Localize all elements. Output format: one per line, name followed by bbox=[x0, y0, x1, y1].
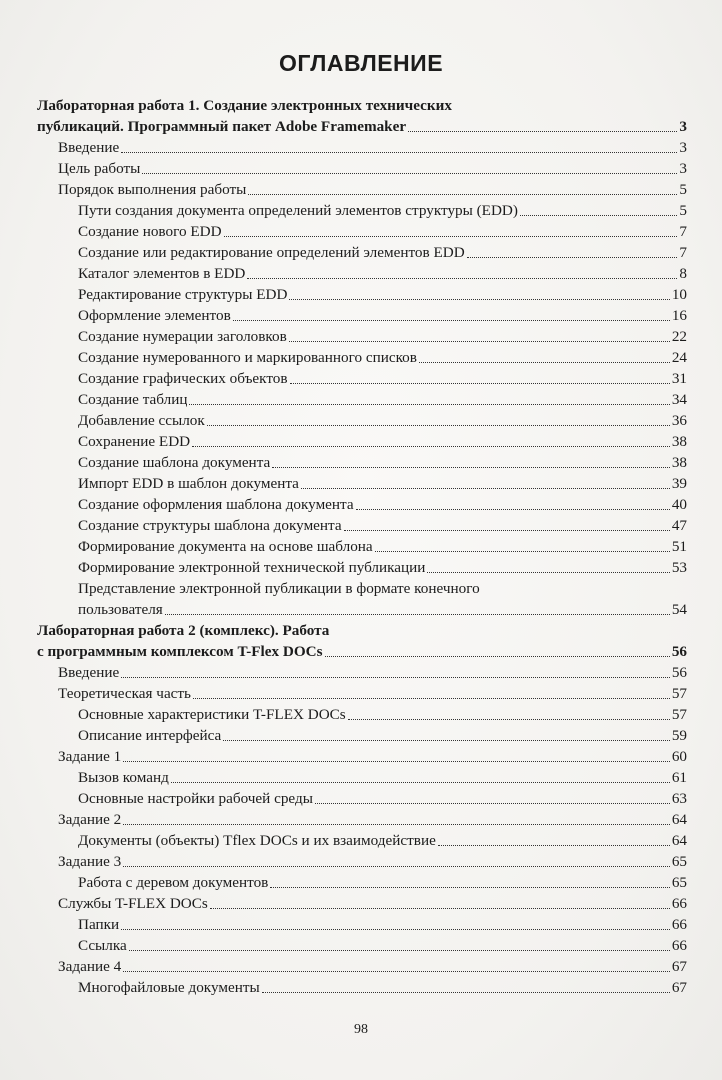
page-number: 31 bbox=[671, 370, 687, 387]
dot-leader bbox=[193, 698, 670, 699]
page-number: 5 bbox=[679, 181, 687, 198]
page-number: 5 bbox=[679, 202, 687, 219]
dot-leader bbox=[356, 509, 670, 510]
toc-entry-label: Формирование электронной технической публикации bbox=[78, 559, 426, 576]
dot-leader bbox=[290, 383, 670, 384]
toc-entry-label: Вызов команд bbox=[78, 769, 169, 786]
toc-entry bbox=[37, 347, 687, 368]
dot-leader bbox=[315, 803, 670, 804]
toc-entry-label: Создание графических объектов bbox=[78, 370, 288, 387]
toc-entry-label: Введение bbox=[58, 664, 120, 681]
toc-entry bbox=[37, 368, 687, 389]
dot-leader bbox=[224, 236, 678, 237]
page-number: 64 bbox=[671, 832, 687, 849]
toc-entry bbox=[37, 683, 687, 704]
toc-entry bbox=[37, 116, 687, 137]
page-number: 67 bbox=[671, 979, 687, 996]
dot-leader bbox=[171, 782, 670, 783]
dot-leader bbox=[121, 677, 670, 678]
toc-entry-label: Папки bbox=[78, 916, 120, 933]
toc-entry bbox=[37, 242, 687, 263]
page-number: 40 bbox=[671, 496, 687, 513]
toc-entry-label: Цель работы bbox=[58, 160, 141, 177]
toc-entry bbox=[37, 305, 687, 326]
page-number: 16 bbox=[671, 307, 687, 324]
toc-entry-label: Ссылка bbox=[78, 937, 127, 954]
toc-section-lab1 bbox=[37, 95, 687, 137]
dot-leader bbox=[301, 488, 670, 489]
toc-list-lab2 bbox=[37, 662, 687, 998]
page-number: 53 bbox=[671, 559, 687, 576]
toc-entry bbox=[37, 410, 687, 431]
toc-entry bbox=[37, 767, 687, 788]
toc-entry bbox=[37, 725, 687, 746]
toc-entry-multiline bbox=[37, 578, 687, 620]
toc-entry-label: Сохранение EDD bbox=[78, 433, 191, 450]
toc-entry bbox=[37, 704, 687, 725]
dot-leader bbox=[165, 614, 670, 615]
toc-entry-label: Создание нумерации заголовков bbox=[78, 328, 287, 345]
toc-entry bbox=[37, 641, 687, 662]
toc-entry-label: Теоретическая часть bbox=[58, 685, 191, 702]
page-number: 38 bbox=[671, 454, 687, 471]
page-number: 63 bbox=[671, 790, 687, 807]
table-of-contents bbox=[37, 95, 687, 998]
dot-leader bbox=[427, 572, 669, 573]
page-number: 56 bbox=[671, 643, 687, 660]
dot-leader bbox=[375, 551, 670, 552]
toc-entry bbox=[37, 830, 687, 851]
toc-entry bbox=[37, 662, 687, 683]
toc-entry bbox=[37, 137, 687, 158]
toc-entry bbox=[37, 914, 687, 935]
page-number: 66 bbox=[671, 895, 687, 912]
toc-entry bbox=[37, 200, 687, 221]
dot-leader bbox=[123, 824, 670, 825]
toc-entry-label: Создание оформления шаблона документа bbox=[78, 496, 354, 513]
page-number: 24 bbox=[671, 349, 687, 366]
toc-entry bbox=[37, 956, 687, 977]
dot-leader bbox=[189, 404, 669, 405]
page-number: 54 bbox=[671, 601, 687, 618]
toc-entry bbox=[37, 473, 687, 494]
toc-entry bbox=[37, 221, 687, 242]
page-number: 65 bbox=[671, 853, 687, 870]
toc-entry bbox=[37, 326, 687, 347]
toc-entry-label: Введение bbox=[58, 139, 120, 156]
page-number: 51 bbox=[671, 538, 687, 555]
toc-entry bbox=[37, 494, 687, 515]
page-number: 7 bbox=[679, 244, 687, 261]
toc-heading-line: Лабораторная работа 1. Создание электронных технических bbox=[37, 97, 453, 114]
dot-leader bbox=[419, 362, 670, 363]
dot-leader bbox=[348, 719, 670, 720]
page-number: 66 bbox=[671, 916, 687, 933]
toc-entry bbox=[37, 746, 687, 767]
toc-entry-label: Создание таблиц bbox=[78, 391, 188, 408]
toc-entry-label: Задание 4 bbox=[58, 958, 122, 975]
page-number: 3 bbox=[679, 118, 687, 135]
dot-leader bbox=[129, 950, 670, 951]
dot-leader bbox=[233, 320, 670, 321]
toc-entry-label: Документы (объекты) Tflex DOCs и их взаимодействие bbox=[78, 832, 436, 849]
toc-list-lab1 bbox=[37, 137, 687, 578]
page-number: 57 bbox=[671, 706, 687, 723]
page-number: 59 bbox=[671, 727, 687, 744]
toc-entry-label: Создание или редактирование определений элементов EDD bbox=[78, 244, 465, 261]
dot-leader bbox=[272, 467, 670, 468]
dot-leader bbox=[192, 446, 670, 447]
page-number: 3 bbox=[679, 160, 687, 177]
toc-entry-label: Оформление элементов bbox=[78, 307, 231, 324]
toc-entry bbox=[37, 851, 687, 872]
page-number: 8 bbox=[679, 265, 687, 282]
toc-entry bbox=[37, 263, 687, 284]
page-number: 56 bbox=[671, 664, 687, 681]
page-number: 10 bbox=[671, 286, 687, 303]
toc-entry-label: Формирование документа на основе шаблона bbox=[78, 538, 373, 555]
toc-entry-label: Задание 3 bbox=[58, 853, 122, 870]
dot-leader bbox=[247, 278, 677, 279]
page-number: 3 bbox=[679, 139, 687, 156]
toc-entry bbox=[37, 809, 687, 830]
toc-entry bbox=[37, 536, 687, 557]
dot-leader bbox=[289, 299, 669, 300]
toc-entry bbox=[37, 452, 687, 473]
toc-entry-label: Службы T-FLEX DOCs bbox=[58, 895, 208, 912]
page-folio: 98 bbox=[354, 1022, 368, 1037]
page-number: 7 bbox=[679, 223, 687, 240]
toc-entry bbox=[37, 515, 687, 536]
dot-leader bbox=[408, 131, 677, 132]
toc-entry-label: Многофайловые документы bbox=[78, 979, 260, 996]
toc-entry-label: Каталог элементов в EDD bbox=[78, 265, 246, 282]
toc-entry bbox=[37, 179, 687, 200]
toc-entry bbox=[37, 389, 687, 410]
toc-heading-line: с программным комплексом T-Flex DOCs bbox=[37, 643, 323, 660]
toc-entry-label: Создание нового EDD bbox=[78, 223, 222, 240]
toc-entry bbox=[37, 788, 687, 809]
page-number: 38 bbox=[671, 433, 687, 450]
toc-entry bbox=[37, 599, 687, 620]
toc-entry bbox=[37, 977, 687, 998]
toc-entry-label: Создание структуры шаблона документа bbox=[78, 517, 342, 534]
dot-leader bbox=[210, 908, 670, 909]
toc-entry-label: Создание нумерованного и маркированного списков bbox=[78, 349, 417, 366]
toc-entry bbox=[37, 158, 687, 179]
toc-entry-label: Импорт EDD в шаблон документа bbox=[78, 475, 299, 492]
dot-leader bbox=[262, 992, 670, 993]
toc-entry bbox=[37, 284, 687, 305]
toc-entry bbox=[37, 872, 687, 893]
page-number: 22 bbox=[671, 328, 687, 345]
toc-section-lab2 bbox=[37, 620, 687, 662]
dot-leader bbox=[123, 761, 670, 762]
dot-leader bbox=[123, 971, 670, 972]
dot-leader bbox=[438, 845, 670, 846]
dot-leader bbox=[325, 656, 670, 657]
dot-leader bbox=[270, 887, 669, 888]
dot-leader bbox=[142, 173, 677, 174]
toc-entry-label: Создание шаблона документа bbox=[78, 454, 271, 471]
dot-leader bbox=[121, 929, 670, 930]
toc-entry-label: Работа с деревом документов bbox=[78, 874, 269, 891]
dot-leader bbox=[223, 740, 670, 741]
toc-heading-line: публикаций. Программный пакет Adobe Framemaker bbox=[37, 118, 407, 135]
toc-entry-line: Представление электронной публикации в формате конечного bbox=[78, 580, 480, 597]
toc-entry-label: Основные настройки рабочей среды bbox=[78, 790, 313, 807]
dot-leader bbox=[467, 257, 678, 258]
toc-entry-label: Добавление ссылок bbox=[78, 412, 205, 429]
dot-leader bbox=[344, 530, 670, 531]
toc-entry-label: Основные характеристики T-FLEX DOCs bbox=[78, 706, 346, 723]
page-number: 64 bbox=[671, 811, 687, 828]
dot-leader bbox=[123, 866, 670, 867]
toc-entry-label: Порядок выполнения работы bbox=[58, 181, 247, 198]
toc-entry-line: пользователя bbox=[78, 601, 163, 618]
toc-entry-label: Описание интерфейса bbox=[78, 727, 222, 744]
dot-leader bbox=[248, 194, 677, 195]
page-number: 65 bbox=[671, 874, 687, 891]
toc-heading-line: Лабораторная работа 2 (комплекс). Работа bbox=[37, 622, 330, 639]
dot-leader bbox=[207, 425, 670, 426]
toc-entry bbox=[37, 431, 687, 452]
dot-leader bbox=[289, 341, 670, 342]
toc-entry bbox=[37, 557, 687, 578]
toc-entry bbox=[37, 893, 687, 914]
toc-entry-label: Задание 1 bbox=[58, 748, 122, 765]
page-number: 36 bbox=[671, 412, 687, 429]
dot-leader bbox=[520, 215, 677, 216]
toc-entry-label: Задание 2 bbox=[58, 811, 122, 828]
toc-entry-label: Редактирование структуры EDD bbox=[78, 286, 288, 303]
page-number: 61 bbox=[671, 769, 687, 786]
page-number: 47 bbox=[671, 517, 687, 534]
page-number: 34 bbox=[671, 391, 687, 408]
page-number: 60 bbox=[671, 748, 687, 765]
page-number: 67 bbox=[671, 958, 687, 975]
dot-leader bbox=[121, 152, 677, 153]
page-number: 39 bbox=[671, 475, 687, 492]
toc-entry bbox=[37, 935, 687, 956]
page-number: 57 bbox=[671, 685, 687, 702]
toc-entry-label: Пути создания документа определений элементов структуры (EDD) bbox=[78, 202, 518, 219]
page-number: 66 bbox=[671, 937, 687, 954]
page-title: ОГЛАВЛЕНИЕ bbox=[278, 50, 444, 76]
